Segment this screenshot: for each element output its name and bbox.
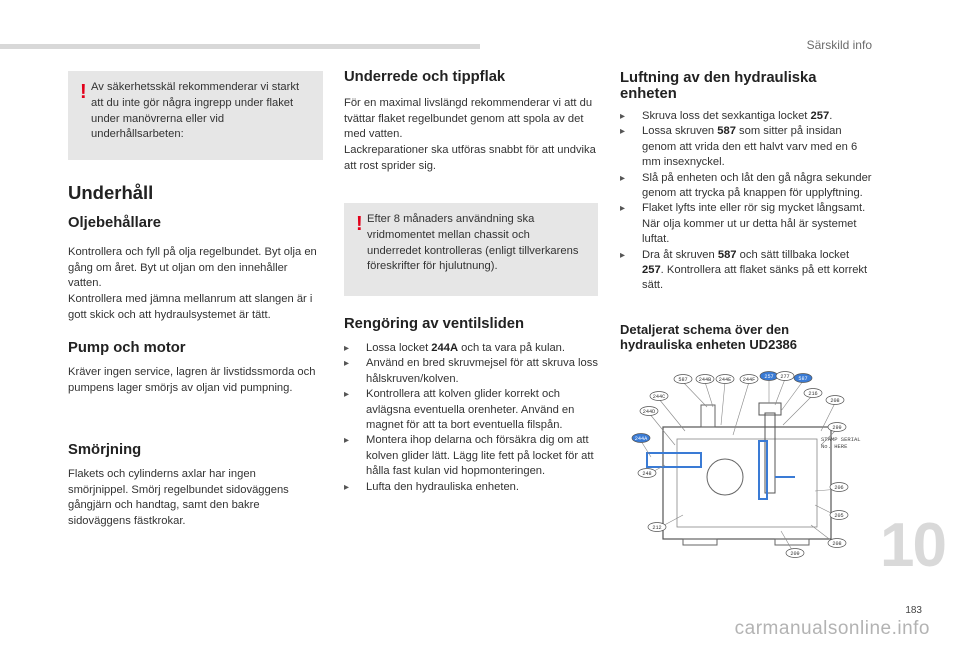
part-callout-label: 299 [832, 425, 842, 431]
part-callout-label: 244C [652, 394, 666, 400]
right-arrow-icon: ▸ [620, 126, 626, 138]
warning-text: Av säkerhetsskäl rekommenderar vi starkt att du inte gör några ingrepp under flaket under manövrerna eller vid underhållsarbeten: [91, 81, 300, 141]
foot-right [775, 539, 809, 545]
section-label: Särskild info [806, 38, 872, 52]
stamp-text-1: STAMP SERIAL [821, 436, 861, 443]
part-callouts [632, 372, 848, 558]
heading-lube: Smörjning [68, 442, 142, 458]
list-item: ▸ Lossa locket 244A och ta vara på kulan. [344, 341, 598, 356]
underbody-text-1: För en maximal livslängd rekommenderar vi att du tvättar flaket regelbundet genom att spola av det med vatten. [344, 97, 593, 141]
part-callout-label: 244E [718, 377, 732, 383]
list-item: ▸ Använd en bred skruvmejsel för att skruva loss hålskruven/kolven. [344, 357, 598, 385]
hydraulic-unit-diagram [625, 365, 875, 565]
torque-warning-text: Efter 8 månaders användning ska vridmomentet mellan chassit och underredet kontrolleras (enligt tillverkarens föreskrifter för hjulutnung). [367, 213, 579, 273]
bleeding-steps [620, 109, 872, 294]
top-rule [0, 44, 480, 49]
part-callout-label: 205 [834, 513, 844, 519]
heading-valve: Rengöring av ventilsliden [344, 316, 525, 332]
right-arrow-icon: ▸ [620, 172, 626, 184]
heading-oil: Oljebehållare [68, 215, 161, 231]
oil-text-1: Kontrollera och fyll på olja regelbundet. Byt olja en gång om året. Byt ut oljan om den innehåller vatten. [68, 246, 317, 290]
right-arrow-icon: ▸ [620, 111, 626, 122]
right-arrow-icon: ▸ [344, 389, 350, 401]
list-item: ▸ Lufta den hydrauliska enheten. [344, 480, 598, 495]
valve-steps [344, 341, 598, 495]
part-callout-label: 206 [834, 485, 844, 491]
part-callout-label: 244F [742, 377, 756, 383]
exclamation-icon: ! [80, 81, 87, 103]
part-callout-label: 244B [698, 377, 712, 383]
foot-left [683, 539, 717, 545]
list-item: ▸ Montera ihop delarna och försäkra dig om att kolven glider lätt. Lägg lite fett på locket för att hålla fast kulan vid hopmonteringen. [344, 434, 594, 478]
right-arrow-icon: ▸ [344, 435, 350, 447]
part-callout-label: 244D [642, 409, 656, 415]
page-number: 183 [905, 605, 922, 616]
list-item: ▸ Dra åt skruven 587 och sätt tillbaka locket 257. Kontrollera att flaket sänks på ett korrekt sätt. [620, 248, 868, 292]
part-callout-label: 277 [780, 374, 790, 380]
cap [701, 405, 715, 427]
part-callout-label: 208 [832, 541, 842, 547]
list-item: ▸ Skruva loss det sexkantiga locket 257. [620, 109, 872, 124]
right-arrow-icon: ▸ [344, 343, 350, 354]
watermark: carmanualsonline.info [734, 618, 930, 639]
stamp-text-2: No. HERE [821, 443, 848, 450]
right-arrow-icon: ▸ [344, 358, 350, 370]
page-title: Underhåll [68, 182, 154, 203]
right-arrow-icon: ▸ [344, 481, 350, 493]
list-item: ▸ Lossa skruven 587 som sitter på insidan genom att vrida den ett halvt varv med en 6 mm insexnyckel. [620, 125, 858, 169]
part-callout-label: 212 [652, 525, 662, 531]
pump-text: Kräver ingen service, lagren är livstidssmorda och pumpens lager smörjs av oljan vid pumpning. [68, 366, 316, 394]
pump-circle [707, 459, 743, 495]
torque-warning-box [344, 203, 598, 296]
oil-text-2: Kontrollera med jämna mellanrum att slangen är i gott skick och att hydraulsystemet är tätt. [68, 293, 313, 321]
part-callout-label: 209 [790, 551, 800, 557]
part-callout-label: 244A [634, 436, 648, 442]
part-callout-label: 208 [830, 398, 840, 404]
unit-body [663, 427, 831, 539]
right-arrow-icon: ▸ [620, 249, 626, 261]
warning-box [68, 71, 323, 160]
list-item: ▸ Kontrollera att kolven glider korrekt och avlägsna eventuella orenheter. Använd en magnet för att ta bort eventuella filspån. [344, 388, 575, 432]
highlight-channel [759, 441, 767, 499]
part-callout-label: 587 [678, 377, 688, 383]
part-callout-label: 587 [798, 376, 808, 382]
heading-underbody: Underrede och tippflak [344, 69, 506, 85]
list-item: ▸ Slå på enheten och låt den gå några sekunder genom att trycka på knappen för upplyftning. [620, 171, 872, 200]
part-callout-label: 248 [642, 471, 652, 477]
valve-slide [647, 453, 701, 467]
right-arrow-icon: ▸ [620, 203, 626, 215]
heading-pump: Pump och motor [68, 340, 186, 356]
part-callout-label: 216 [808, 391, 818, 397]
exclamation-icon: ! [356, 213, 363, 235]
lube-text: Flakets och cylinderns axlar har ingen smörjnippel. Smörj regelbundet sidoväggens gångjärn och handtag, samt den bakre sidoväggens fästkrokar. [68, 468, 289, 528]
heading-schema: Detaljerat schema över den hydrauliska enheten UD2386 [620, 322, 798, 352]
list-item: ▸ Flaket lyfts inte eller rör sig mycket långsamt. När olja kommer ut ur detta hål är systemet luftat. [620, 202, 866, 246]
part-callout-label: 257 [764, 374, 774, 380]
heading-bleeding: Luftning av den hydrauliska enheten [620, 70, 817, 102]
chapter-number: 10 [880, 511, 945, 580]
underbody-text-2: Lackreparationer ska utföras snabbt för att undvika att rost sprider sig. [344, 144, 596, 172]
